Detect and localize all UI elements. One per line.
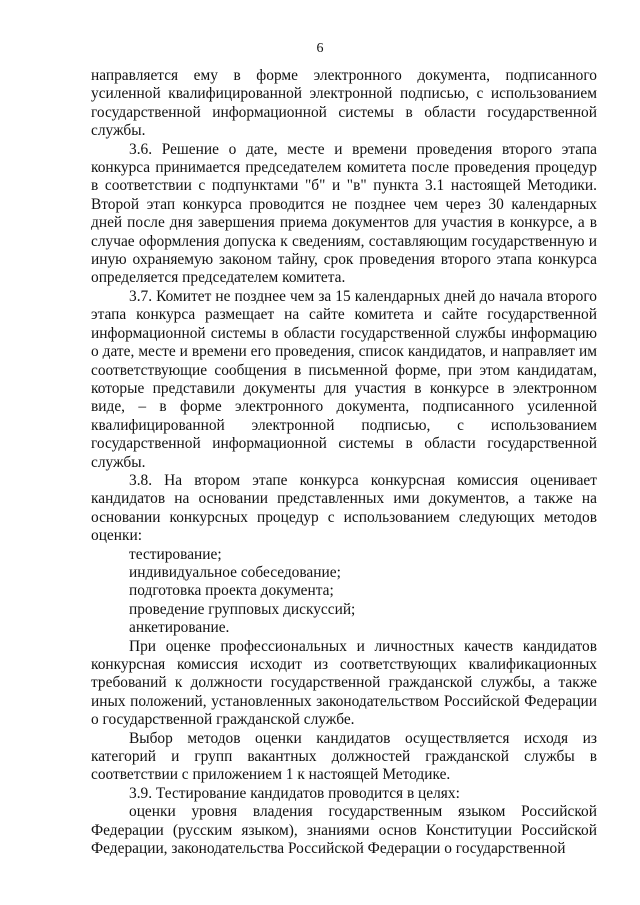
paragraph-3-6: 3.6. Решение о дате, месте и времени проведения второго этапа конкурса принимается председателем комитета после проведения процедур в соответствии с подпунктами "б" и "в" пункта 3.1 настоящей Методики. Второй этап конкурса проводится не позднее чем через 30 календарных дней после дня завершения приема документов для участия в конкурсе, а в случае оформления допуска к сведениям, составляющим государственную и иную охраняемую законом тайну, срок проведения второго этапа конкурса определяется председателем комитета. xyxy=(91,140,597,287)
paragraph-3-9: 3.9. Тестирование кандидатов проводится в целях: xyxy=(129,784,460,802)
paragraph-assessment: При оценке профессиональных и личностных качеств кандидатов конкурсная комиссия исходит из соответствующих квалификационных требований к должности государственной гражданской службы, а также иных положений, установленных законодательством Российской Федерации о государственной гражданской службе. xyxy=(91,637,597,729)
paragraph-continuation: направляется ему в форме электронного документа, подписанного усиленной квалифицированной электронной подписью, с использованием государственной информационной системы в области государственной службы. xyxy=(91,67,597,140)
paragraph-testing-purpose: оценки уровня владения государственным языком Российской Федерации (русским языком), знаниями основ Конституции Российской Федерации, законодательства Российской Федерации о государственной xyxy=(91,803,597,858)
paragraph-3-8: 3.8. На втором этапе конкурса конкурсная комиссия оценивает кандидатов на основании представленных ими документов, а также на основании конкурсных процедур с использованием следующих методов оценки: xyxy=(91,471,597,545)
paragraph-3-7: 3.7. Комитет не позднее чем за 15 календарных дней до начала второго этапа конкурса размещает на сайте комитета и сайте государственной информационной системы в области государственной службы информацию о дате, месте и времени его проведения, список кандидатов, и направляет им соответствующие сообщения в письменной форме, при этом кандидатам, которые представили документы для участия в конкурсе в электронном виде, – в форме электронного документа, подписанного усиленной квалифицированной электронной подписью, с использованием государственной информационной системы в области государственной службы. xyxy=(91,287,597,471)
page-number: 6 xyxy=(316,41,324,56)
method-list-item: тестирование; xyxy=(129,545,222,563)
method-list-item: подготовка проекта документа; xyxy=(129,582,334,600)
method-list-item: индивидуальное собеседование; xyxy=(129,563,341,581)
method-list-item: анкетирование. xyxy=(129,619,230,637)
document-body xyxy=(91,67,597,858)
method-list-item: проведение групповых дискуссий; xyxy=(129,600,356,618)
paragraph-method-choice: Выбор методов оценки кандидатов осуществляется исходя из категорий и групп вакантных должностей гражданской службы в соответствии с приложением 1 к настоящей Методике. xyxy=(91,729,597,784)
